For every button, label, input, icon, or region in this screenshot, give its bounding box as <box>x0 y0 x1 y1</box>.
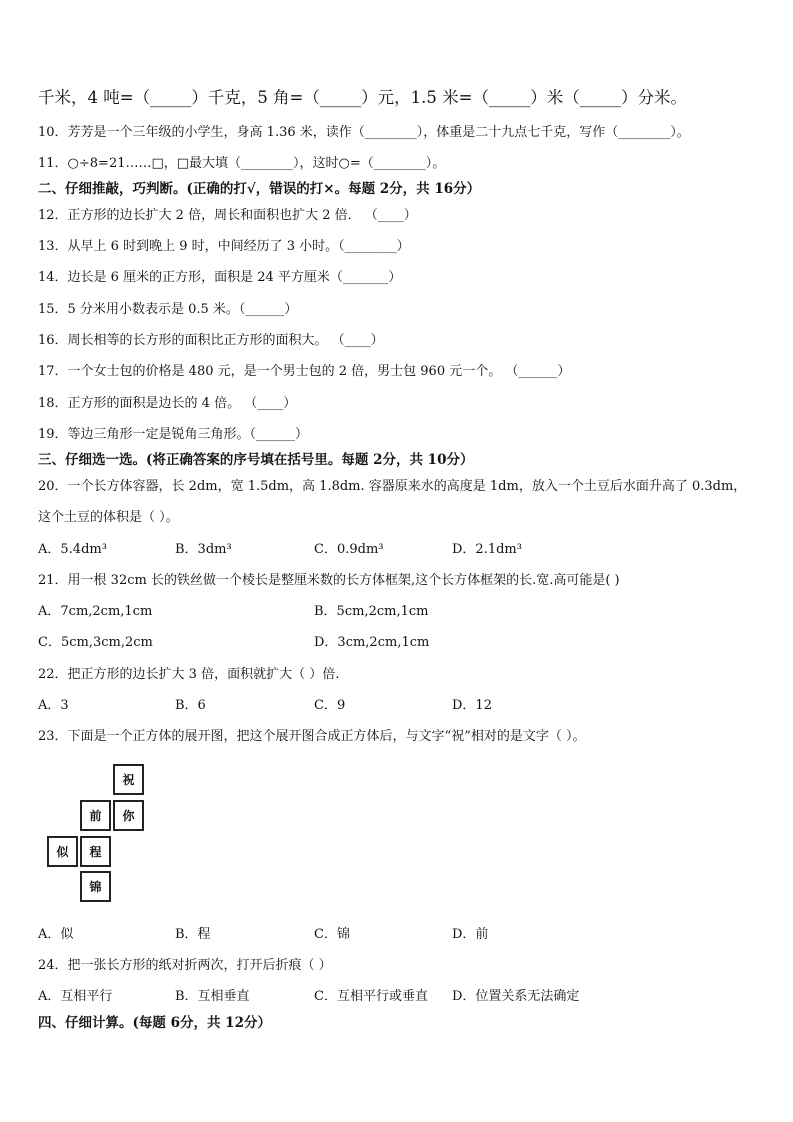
q23-option-a: A．似 <box>38 927 74 942</box>
section-3-heading: 三、仔细选一选。(将正确答案的序号填在括号里。每题 2分，共 10分） <box>38 452 474 468</box>
q21-option-a: A．7cm,2cm,1cm <box>38 604 153 619</box>
question-11: 11．○÷8=21……□，□最大填（________），这时○=（________）。 <box>38 156 446 171</box>
q24-option-d: D．位置关系无法确定 <box>452 989 580 1004</box>
line-1: 千米，4 吨=（_____）千克，5 角=（_____）元，1.5 米=（_____）米（_____）分米。 <box>38 88 687 107</box>
question-18: 18．正方形的面积是边长的 4 倍。 （____） <box>38 396 297 411</box>
q20-option-b: B．3dm³ <box>175 542 232 557</box>
question-10: 10．芳芳是一个三年级的小学生，身高 1.36 米，读作（________），体重是二十九点七千克，写作（________）。 <box>38 125 690 140</box>
question-15: 15．5 分米用小数表示是 0.5 米。（______） <box>38 302 298 317</box>
question-19: 19．等边三角形一定是锐角三角形。（______） <box>38 427 309 442</box>
q20-option-a: A．5.4dm³ <box>38 542 107 557</box>
q20-option-d: D．2.1dm³ <box>452 542 522 557</box>
question-24: 24．把一张长方形的纸对折两次，打开后折痕（ ） <box>38 958 332 973</box>
section-2-heading: 二、仔细推敲，巧判断。(正确的打√，错误的打×。每题 2分，共 16分） <box>38 181 481 197</box>
question-14: 14．边长是 6 厘米的正方形，面积是 24 平方厘米（_______） <box>38 270 402 285</box>
net-cell-zhu: 祝 <box>113 764 144 795</box>
q23-option-c: C．锦 <box>314 927 350 942</box>
q21-option-d: D．3cm,2cm,1cm <box>314 635 430 650</box>
q24-option-a: A．互相平行 <box>38 989 113 1004</box>
q21-option-c: C．5cm,3cm,2cm <box>38 635 153 650</box>
question-20-line-1: 20．一个长方体容器，长 2dm，宽 1.5dm，高 1.8dm. 容器原来水的高度是 1dm，放入一个土豆后水面升高了 0.3dm， <box>38 479 747 494</box>
net-cell-qian: 前 <box>80 800 111 831</box>
question-17: 17．一个女士包的价格是 480 元，是一个男士包的 2 倍，男士包 960 元一个。 （______） <box>38 364 571 379</box>
q22-option-b: B．6 <box>175 698 206 713</box>
q23-option-d: D．前 <box>452 927 489 942</box>
question-23: 23．下面是一个正方体的展开图，把这个展开图合成正方体后，与文字“祝”相对的是文字（ ）。 <box>38 729 586 744</box>
net-cell-si: 似 <box>47 836 78 867</box>
question-12: 12．正方形的边长扩大 2 倍，周长和面积也扩大 2 倍． （____） <box>38 208 417 223</box>
net-cell-ni: 你 <box>113 800 144 831</box>
section-4-heading: 四、仔细计算。(每题 6分，共 12分） <box>38 1015 271 1031</box>
q23-option-b: B．程 <box>175 927 211 942</box>
q24-option-c: C．互相平行或垂直 <box>314 989 428 1004</box>
question-21: 21．用一根 32cm 长的铁丝做一个棱长是整厘米数的长方体框架,这个长方体框架的长.宽.高可能是( ) <box>38 573 620 588</box>
question-16: 16．周长相等的长方形的面积比正方形的面积大。 （____） <box>38 333 384 348</box>
question-20-line-2: 这个土豆的体积是（ ）。 <box>38 510 179 525</box>
question-13: 13．从早上 6 时到晚上 9 时，中间经历了 3 小时。（________） <box>38 239 410 254</box>
q21-option-b: B．5cm,2cm,1cm <box>314 604 429 619</box>
q24-option-b: B．互相垂直 <box>175 989 250 1004</box>
q22-option-a: A．3 <box>38 698 69 713</box>
cube-net-figure <box>44 764 148 904</box>
net-cell-jin: 锦 <box>80 871 111 902</box>
q22-option-c: C．9 <box>314 698 346 713</box>
q22-option-d: D．12 <box>452 698 492 713</box>
net-cell-cheng: 程 <box>80 836 111 867</box>
q20-option-c: C．0.9dm³ <box>314 542 384 557</box>
question-22: 22．把正方形的边长扩大 3 倍，面积就扩大（ ）倍. <box>38 667 340 682</box>
